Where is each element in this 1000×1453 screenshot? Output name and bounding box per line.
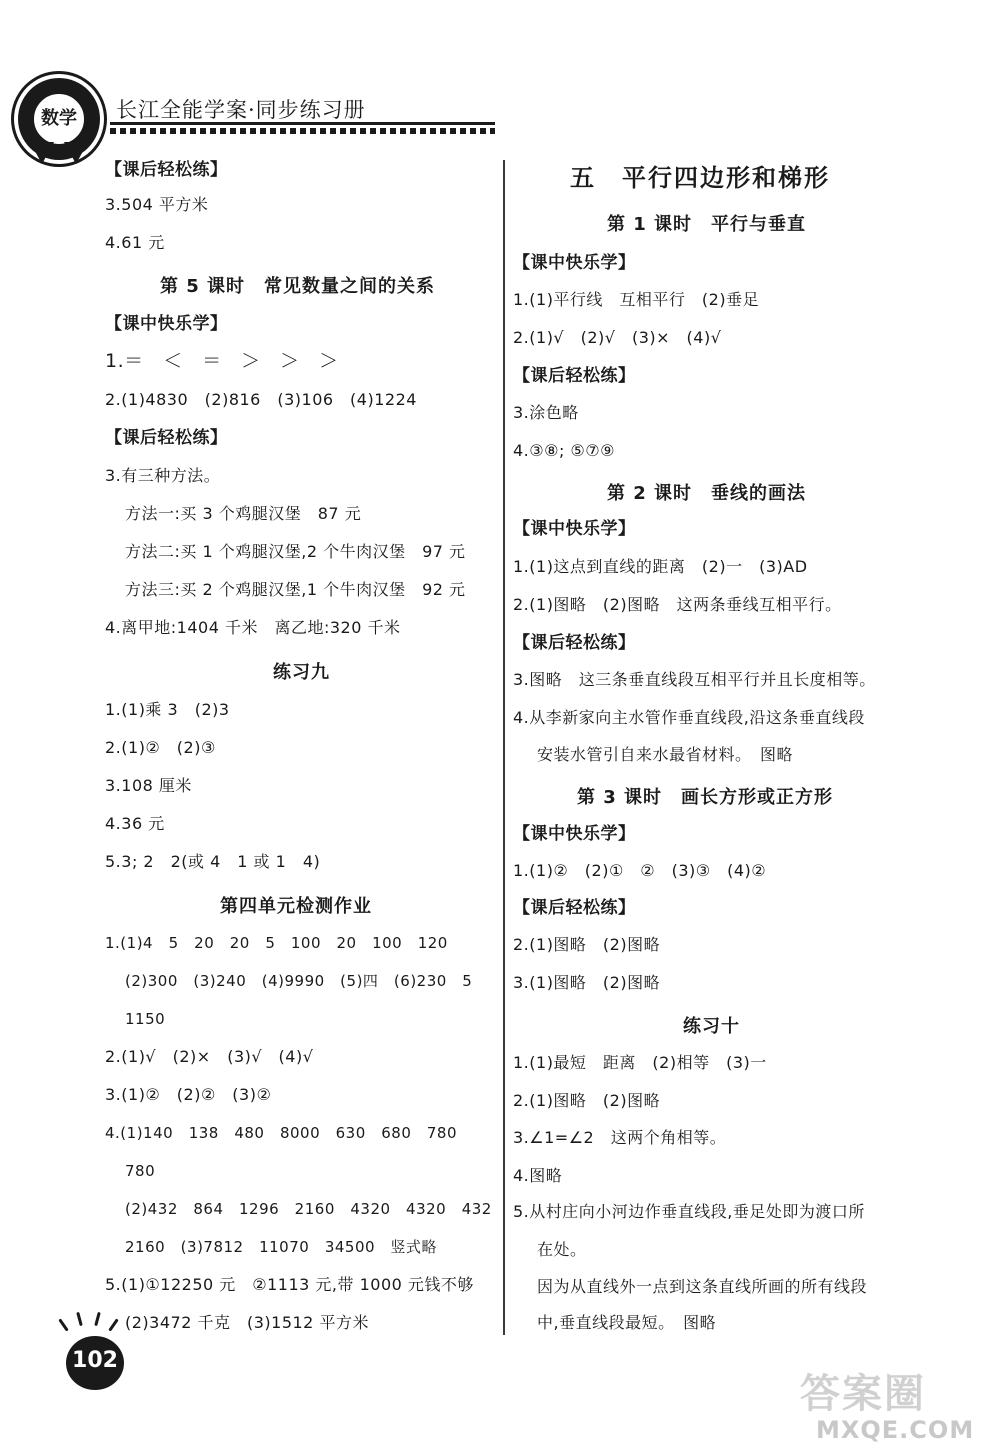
lesson-heading: 第 2 课时 垂线的画法	[607, 483, 807, 504]
subject-badge-label: 数学	[32, 92, 86, 146]
answer-line: 4.③⑧; ⑤⑦⑨	[513, 441, 615, 460]
answer-line: 3.有三种方法。	[105, 466, 221, 485]
header-dashed-rule	[110, 128, 495, 134]
answer-line: 2.(1)② (2)③	[105, 738, 216, 757]
section-label: 【课中快乐学】	[105, 314, 228, 334]
answer-line: 4.图略	[513, 1166, 563, 1185]
section-label: 【课后轻松练】	[513, 633, 636, 653]
answer-line: 1.(1)乘 3 (2)3	[105, 700, 230, 719]
section-label: 【课中快乐学】	[513, 519, 636, 539]
answer-line: 1150	[125, 1010, 166, 1028]
answer-line: 方法二:买 1 个鸡腿汉堡,2 个牛肉汉堡 97 元	[125, 542, 466, 561]
answer-line: 4.(1)140 138 480 8000 630 680 780	[105, 1124, 458, 1142]
section-label: 【课后轻松练】	[513, 898, 636, 918]
answer-line: 2.(1)图略 (2)图略	[513, 935, 661, 954]
answer-line: 1.(1)4 5 20 20 5 100 20 100 120	[105, 934, 448, 952]
section-label: 【课后轻松练】	[513, 366, 636, 386]
answer-line: 5.(1)①12250 元 ②1113 元,带 1000 元钱不够	[105, 1275, 474, 1294]
answer-line: 5.3; 2 2(或 4 1 或 1 4)	[105, 852, 321, 871]
answer-line: 4.从李新家向主水管作垂直线段,沿这条垂直线段	[513, 708, 865, 727]
answer-line: 2.(1)√ (2)√ (3)× (4)√	[513, 328, 722, 347]
page-number-ray	[94, 1312, 101, 1326]
page-number: 102	[72, 1348, 118, 1373]
answer-line: 方法三:买 2 个鸡腿汉堡,1 个牛肉汉堡 92 元	[125, 580, 466, 599]
page-number-ray	[108, 1318, 118, 1331]
answer-line: 1.(1)这点到直线的距离 (2)一 (3)AD	[513, 557, 808, 576]
lesson-heading: 第 1 课时 平行与垂直	[607, 214, 807, 235]
section-label: 【课后轻松练】	[105, 160, 228, 180]
column-divider	[503, 160, 505, 1335]
answer-line: 2.(1)√ (2)× (3)√ (4)√	[105, 1047, 314, 1066]
answer-line: 因为从直线外一点到这条直线所画的所有线段	[537, 1277, 868, 1296]
badge-ribbon-right	[64, 142, 88, 164]
answer-line: 3.∠1=∠2 这两个角相等。	[513, 1128, 727, 1147]
lesson-heading: 第 5 课时 常见数量之间的关系	[160, 276, 436, 297]
answer-line: 中,垂直线段最短。 图略	[537, 1313, 717, 1332]
answer-line: (2)3472 千克 (3)1512 平方米	[125, 1313, 369, 1332]
answer-line: 方法一:买 3 个鸡腿汉堡 87 元	[125, 504, 362, 523]
answer-line: 4.离甲地:1404 千米 离乙地:320 千米	[105, 618, 401, 637]
exercise-heading: 练习九	[273, 662, 330, 683]
watermark-url: MXQE.COM	[816, 1416, 975, 1444]
answer-line: 1.(1)最短 距离 (2)相等 (3)一	[513, 1053, 767, 1072]
answer-line: 780	[125, 1162, 156, 1180]
section-label: 【课后轻松练】	[105, 428, 228, 448]
answer-line: 3.涂色略	[513, 403, 579, 422]
answer-line: 3.504 平方米	[105, 195, 209, 214]
answer-line: (2)300 (3)240 (4)9990 (5)四 (6)230 5	[125, 972, 473, 990]
answer-line: 2.(1)图略 (2)图略 这两条垂线互相平行。	[513, 595, 842, 614]
answer-line: 3.108 厘米	[105, 776, 192, 795]
answer-line: 3.(1)图略 (2)图略	[513, 973, 661, 992]
answer-line: 4.36 元	[105, 814, 165, 833]
answer-line: 3.图略 这三条垂直线段互相平行并且长度相等。	[513, 670, 876, 689]
answer-line: (2)432 864 1296 2160 4320 4320 432	[125, 1200, 492, 1218]
chapter-heading: 五 平行四边形和梯形	[570, 164, 830, 192]
badge-ribbon-left	[30, 142, 54, 164]
answer-line: 4.61 元	[105, 233, 165, 252]
answer-line: 安装水管引自来水最省材料。 图略	[537, 745, 794, 764]
answer-line: 1.＝ ＜ ＝ ＞ ＞ ＞	[105, 350, 339, 372]
book-title: 长江全能学案·同步练习册	[116, 98, 366, 122]
page-number-ray	[76, 1312, 83, 1326]
answer-line: 5.从村庄向小河边作垂直线段,垂足处即为渡口所	[513, 1202, 865, 1221]
answer-line: 1.(1)② (2)① ② (3)③ (4)②	[513, 861, 767, 880]
answer-line: 在处。	[537, 1240, 587, 1259]
answer-line: 3.(1)② (2)② (3)②	[105, 1085, 272, 1104]
answer-line: 2.(1)4830 (2)816 (3)106 (4)1224	[105, 390, 417, 409]
page-number-ray	[58, 1318, 68, 1331]
section-label: 【课中快乐学】	[513, 824, 636, 844]
lesson-heading: 第 3 课时 画长方形或正方形	[577, 787, 834, 808]
watermark-logo: 答案圈	[800, 1371, 926, 1417]
answer-line: 2.(1)图略 (2)图略	[513, 1091, 661, 1110]
exercise-heading: 练习十	[683, 1016, 740, 1037]
section-label: 【课中快乐学】	[513, 253, 636, 273]
header-rule	[110, 122, 495, 125]
unit-test-heading: 第四单元检测作业	[220, 896, 372, 917]
answer-line: 2160 (3)7812 11070 34500 竖式略	[125, 1238, 438, 1256]
answer-line: 1.(1)平行线 互相平行 (2)垂足	[513, 290, 760, 309]
